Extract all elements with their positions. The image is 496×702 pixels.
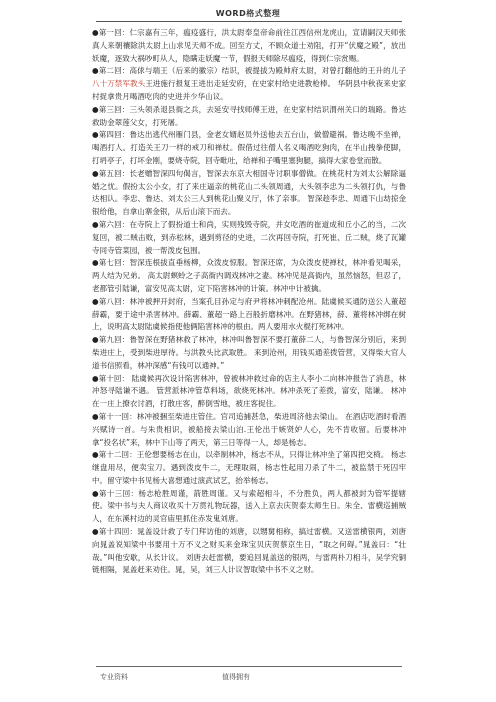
page-header xyxy=(0,0,496,24)
paragraph-5: ●第五回：长老赠智深四句偈言，智深去东京大相国寺讨职事僧做。在桃花村为刘太公解除逼婚之忧。假扮太公小女，打了来庄逼亲的桃花山二头领周通，大头领李忠为二头领打仇，与鲁达相认。李忠、鲁达、刘太公三人到桃花山聚义厅，休了亲事。 智深趁李忠、周通下山劫掠金银给他，自拿山寨金银，从后山滚下而去。 xyxy=(92,168,406,217)
paragraph-6: ●第六回：在寺院上了假扮道士和尚，实则残毁寺院，并女吃酒的崔道成和丘小乙的当，二次复回，被二贼击败，到赤松林，遇到剪径的史进，二次再回寺院，打死崔、丘二贼，烧了瓦罐寺同寺管菜园，被一帮泼皮包围。 xyxy=(92,219,406,255)
paragraph-8: ●第八回：林冲被押开封府，当案孔目孙定与府尹将林冲刺配沧州。陆虞候买通防送公人董超薛霸，要于途中杀害林冲。薛霸、董超一路上百般折磨林冲。在野猪林，薛、董将林冲绑在树上，说明高太尉陆虞候指使他俩陷害林冲的根由。两人要用水火棍打死林冲。 xyxy=(92,296,406,332)
paragraph-4: ●第四回：鲁达出逃代州雁门县，金老女婿赵员外送他去五台山，做僧避祸。鲁达晚不坐禅，喝酒打人。打造关王刀一样的戒刀和禅杖。假借过往僧人名义喝酒吃狗肉，在半山拽拳使脚，打坍亭子，打坏金刚，要烧寺院，回寺毗吐，给禅和子嘴里塞狗腿，搞得大家卷堂而散。 xyxy=(92,130,406,165)
paragraph-2 xyxy=(92,65,406,103)
paragraph-1: ●第一回：仁宗嘉有三年，瘟疫盛行，洪太尉奉皇帝命前往江西信州龙虎山，宣请嗣汉天师张真人来朝禳除洪太尉上山求见天师不成。回至方丈，不顾众道士劝阻，打开“伏魔之殿”，放出妖魔，逐致大祸吵町从人，隐瞒走妖魔一节，假报天师除尽瘟疫，得到仁宗赏赐。 xyxy=(92,28,406,63)
paragraph-3: ●第三回：三头领杀退县衙之兵，去延安寻找师傅王进，在史家村结识渭州关口的瑞路。鲁达救助金翠莲父女，打死屠。 xyxy=(92,104,406,127)
paragraph-7: ●第七回：智深连根拔直垂杨柳，众泼皮惊服。智深还席，为众泼皮使禅杖，林冲看见喝采，两人结为兄弟。 高太尉螟蛉之子高衙内调戏林冲之妻。林冲见是高衙内，虽然恼怒，但忍了，老都管引陆谦，富安见高太尉，定下陷害林冲的计策。林冲中计被擒。 xyxy=(92,258,406,293)
paragraph-2-tail: 王进施行报复王进出走延安府，在史家村给史进教枪棒。 华阴县中秋夜来史家村捉拿贵月喝酒吃肉的史进并少华山议。 xyxy=(92,79,406,101)
paragraph-10: ●第十回： 陆虞候再次设计陷害林冲，曾被林冲救过命的店主人李小二向林冲报告了消息，林冲怒寻陆谦不遇。 管营派林冲管草料场，欲烧死林冲。林冲杀死了差拨，富安，陆谦。 林冲在一庄上撩衣讨酒，打散庄客，醉倒雪地，被庄客捉住。 xyxy=(92,373,406,409)
paragraph-14: ●第十四回：晁盖设计救了专门拜访他的刘唐，以甥舅相称，搞过雷横。又送雷横银两，刘唐向晁盖说知梁中书要用十万不义之财买来金珠宝贝庆贺蔡京生日，“取之何碍。”晁盖曰：“壮哉。”叫他安歇，从长计议。 刘唐去赶雷横，要追回晁盖送的银两，与雷两朴刀相斗，吴学究铜链相隔，晁盖赶来劝住。晁，吴，刘三人计议智取梁中书不义之财。 xyxy=(92,527,406,575)
header-title: WORD格式整理 xyxy=(215,9,281,18)
highlight-link[interactable]: 八十万禁军教头 xyxy=(92,79,146,89)
footer-left-text: 专业资料 xyxy=(100,673,128,681)
footer-right-text: 值得拥有 xyxy=(222,673,250,681)
paragraph-2-text: ●第二回：高俅与端王（后来的徽宗）结识，被提拔为殿帅府太尉，对曾打翻他的王升的儿子 xyxy=(92,66,406,76)
paragraph-9: ●第九回：鲁智深在野猪林救了林冲，林冲叫鲁智深不要打董薛二人，与鲁智深分别后，来到柴进庄上，受到柴进厚待。与洪教头比武取胜。 来到沧州，用钱买通差拨管营，又得柴大官人道书信照看，林冲深感“有钱可以通神。” xyxy=(92,335,406,370)
footer-rule xyxy=(96,666,402,667)
header-rule xyxy=(96,21,402,22)
paragraph-13: ●第十三回：杨志枪胜周谨，箭胜周谨。又与索超相斗，不分胜负，两人都被封为管军提辖使。梁中书与夫人商议收买十万贯礼物玩器，送入上京去庆贺泰太师生日。朱全、雷横巡捕贼人，在东溪村边的灵官庙里抓住赤发鬼刘唐。 xyxy=(92,488,406,524)
paragraph-11: ●第十一回：林冲被捆至柴进庄管住。官司追捕甚急，柴进周济他去梁山。 在酒店吃酒时看酒兴赋诗一首。与朱贵相识，被船接去梁山泊.王伦出于嫉贤妒人心，先不肯收留。后要林冲拿“投名状”来，林中下山等了两天，第三日等得一人，却是杨志。 xyxy=(92,411,406,447)
page-footer xyxy=(0,666,496,686)
document-body xyxy=(92,27,406,652)
paragraph-12: ●第十二回：王伦想要杨志在山，以牵制林冲，杨志不从，只得让林冲坐了第四把交椅。 杨志继盘用尽，便卖宝刀。遇到泼皮牛二，无理取闹，杨志性起用刀杀了牛二，被监禁于死囚牢中。留守梁中书见杨大喜想通过演武试艺，抬举杨志。 xyxy=(92,450,406,485)
